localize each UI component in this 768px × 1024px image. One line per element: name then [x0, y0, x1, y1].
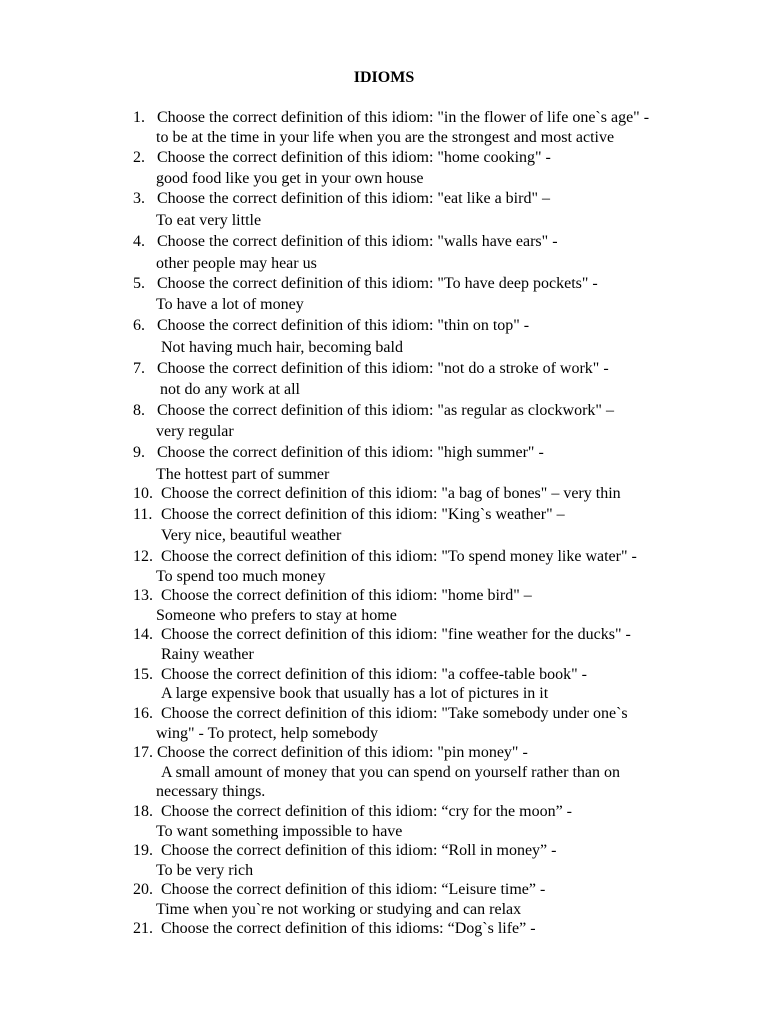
item-number: 11. [133, 506, 153, 523]
item-question: Choose the correct definition of this idiom: "not do a stroke of work" - [157, 360, 609, 377]
item-question: Choose the correct definition of this idiom: "home bird" – [161, 587, 532, 604]
item-question: Choose the correct definition of this idiom: "King`s weather" – [161, 506, 565, 523]
item-answer: A large expensive book that usually has a lot of pictures in it [161, 685, 549, 702]
item-number: 8. [133, 402, 145, 419]
item-number: 19. [133, 842, 153, 859]
item-question: Choose the correct definition of this idiom: "a bag of bones" – very thin [161, 485, 621, 502]
item-answer: other people may hear us [156, 255, 317, 272]
item-answer: To spend too much money [156, 568, 326, 585]
item-answer: Not having much hair, becoming bald [161, 339, 403, 356]
item-number: 12. [133, 548, 153, 565]
item-number: 6. [133, 317, 145, 334]
item-number: 10. [133, 485, 153, 502]
item-answer: A small amount of money that you can spend on yourself rather than on [161, 764, 621, 781]
item-number: 7. [133, 360, 145, 377]
item-answer: To have a lot of money [156, 296, 304, 313]
item-answer: Very nice, beautiful weather [161, 527, 342, 544]
item-question: Choose the correct definition of this idiom: “cry for the moon” - [161, 803, 572, 820]
item-number: 17. [133, 744, 153, 761]
item-number: 4. [133, 233, 145, 250]
item-answer: very regular [156, 423, 234, 440]
item-question: Choose the correct definition of this idiom: “Roll in money” - [161, 842, 557, 859]
item-number: 1. [133, 109, 145, 126]
item-question: Choose the correct definition of this idiom: "thin on top" - [157, 317, 530, 334]
item-answer: Rainy weather [161, 646, 254, 663]
item-number: 2. [133, 149, 145, 166]
item-question: Choose the correct definition of this idiom: "as regular as clockwork" – [157, 402, 614, 419]
item-answer: Time when you`re not working or studying and can relax [156, 901, 522, 918]
item-number: 16. [133, 705, 153, 722]
item-number: 14. [133, 626, 153, 643]
item-answer: wing" - To protect, help somebody [156, 725, 378, 742]
item-number: 3. [133, 190, 145, 207]
item-question: Choose the correct definition of this idiom: "in the flower of life one`s age" - [157, 109, 650, 126]
item-number: 20. [133, 881, 153, 898]
item-number: 18. [133, 803, 153, 820]
item-answer: The hottest part of summer [156, 466, 330, 483]
item-question: Choose the correct definition of this idiom: “Leisure time” - [161, 881, 546, 898]
item-question: Choose the correct definition of this idiom: "pin money" - [157, 744, 528, 761]
item-answer: Someone who prefers to stay at home [156, 607, 397, 624]
page-title: IDIOMS [353, 69, 415, 86]
item-question: Choose the correct definition of this idioms: “Dog`s life” - [161, 920, 536, 937]
item-question: Choose the correct definition of this idiom: "eat like a bird" – [157, 190, 550, 207]
item-number: 9. [133, 444, 145, 461]
item-answer: not do any work at all [160, 381, 300, 398]
item-number: 5. [133, 275, 145, 292]
item-question: Choose the correct definition of this idiom: "fine weather for the ducks" - [161, 626, 631, 643]
item-question: Choose the correct definition of this idiom: "Take somebody under one`s [161, 705, 628, 722]
item-question: Choose the correct definition of this idiom: "walls have ears" - [157, 233, 558, 250]
item-question: Choose the correct definition of this idiom: "To spend money like water" - [161, 548, 637, 565]
item-number: 21. [133, 920, 153, 937]
item-answer: To want something impossible to have [156, 823, 403, 840]
item-answer-continued: necessary things. [156, 783, 266, 800]
item-answer: To eat very little [156, 212, 262, 229]
item-answer: to be at the time in your life when you are the strongest and most active [156, 129, 615, 146]
item-question: Choose the correct definition of this idiom: "high summer" - [157, 444, 544, 461]
item-number: 13. [133, 587, 153, 604]
item-answer: good food like you get in your own house [156, 170, 424, 187]
item-question: Choose the correct definition of this idiom: "a coffee-table book" - [161, 666, 587, 683]
item-question: Choose the correct definition of this idiom: "To have deep pockets" - [157, 275, 598, 292]
item-answer: To be very rich [156, 862, 254, 879]
item-number: 15. [133, 666, 153, 683]
item-question: Choose the correct definition of this idiom: "home cooking" - [157, 149, 551, 166]
